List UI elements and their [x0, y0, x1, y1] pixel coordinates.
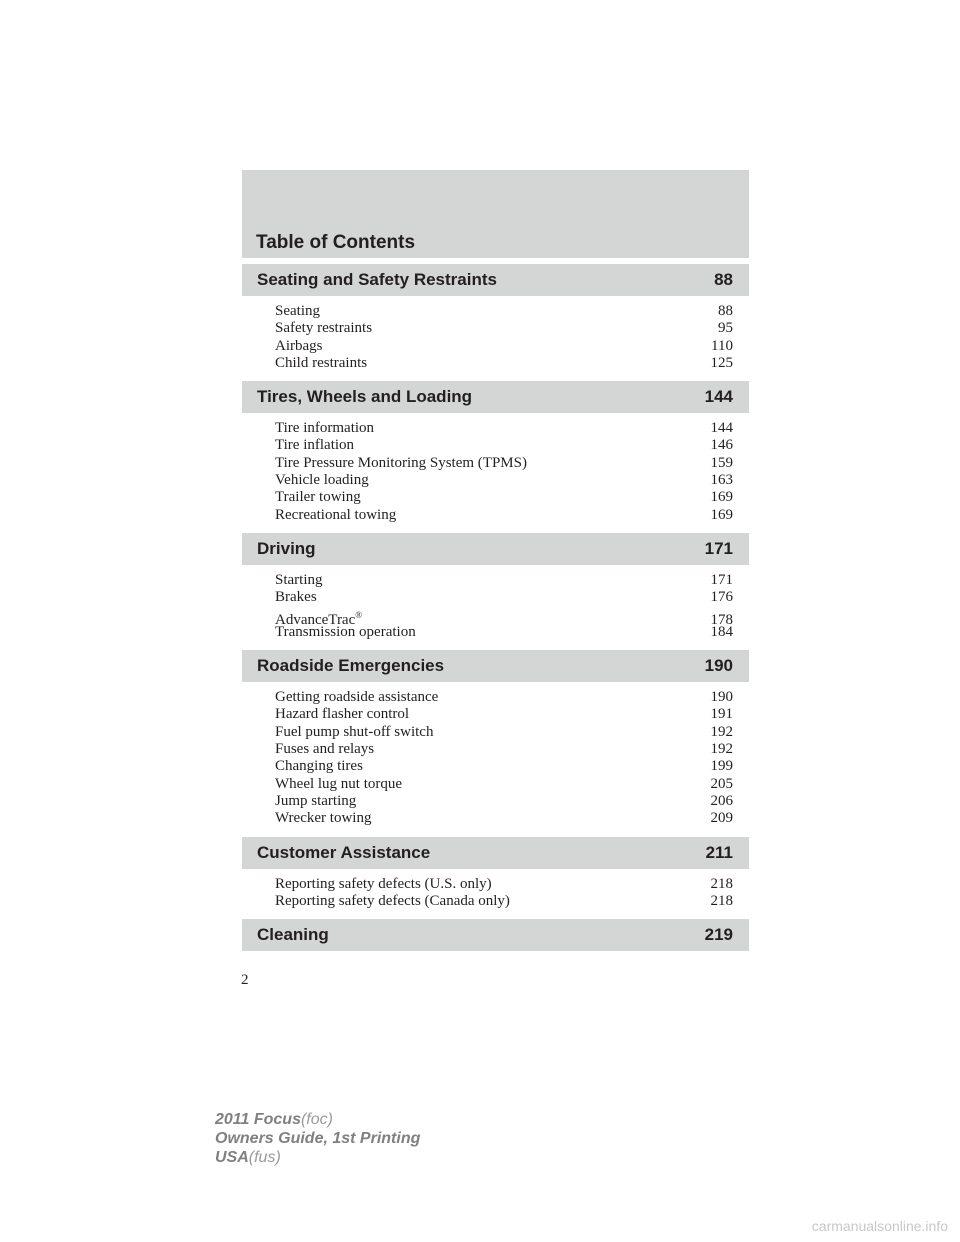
toc-entry-label — [275, 472, 369, 489]
toc-entry-label-text: Vehicle loading — [275, 472, 369, 489]
toc-entry[interactable] — [275, 489, 733, 506]
section-header[interactable] — [242, 919, 749, 951]
toc-entry[interactable] — [275, 741, 733, 758]
toc-entry-label — [275, 810, 371, 827]
toc-entry-label-text: Changing tires — [275, 758, 363, 775]
section-header[interactable] — [242, 837, 749, 869]
section-title: Cleaning — [257, 925, 329, 945]
toc-entry-label — [275, 507, 396, 524]
section-title: Seating and Safety Restraints — [257, 270, 497, 289]
toc-entry-page: 206 — [710, 792, 733, 809]
toc-entry-label-text: Fuses and relays — [275, 741, 375, 758]
toc-entry-page: 209 — [710, 810, 733, 827]
footer-model-code: (foc) — [300, 1111, 333, 1128]
section-items — [242, 413, 749, 533]
toc-entry-label — [275, 320, 372, 337]
toc-entry[interactable] — [275, 876, 733, 893]
toc-entry-label-text: Tire Pressure Monitoring System (TPMS) — [275, 454, 527, 471]
toc-entry-page: 169 — [710, 506, 733, 523]
toc-entry[interactable] — [275, 624, 733, 641]
footer — [215, 1110, 420, 1167]
toc-entry[interactable] — [275, 420, 733, 437]
toc-entry-label — [275, 572, 323, 589]
toc-entry[interactable] — [275, 776, 733, 793]
section-page: 190 — [704, 656, 733, 676]
section-title: Customer Assistance — [257, 842, 431, 862]
page-number: 2 — [241, 972, 249, 988]
section-header[interactable] — [242, 650, 749, 682]
toc-entry-label — [275, 303, 320, 320]
toc-entry-page: 125 — [710, 354, 733, 371]
section-spacer — [242, 951, 749, 960]
toc-entry-page: 178 — [710, 611, 733, 628]
toc-entry-page: 199 — [710, 758, 733, 775]
toc-entry-page: 159 — [710, 454, 733, 471]
toc-entry-label — [275, 589, 317, 606]
toc-entry-label-text: Safety restraints — [275, 320, 373, 337]
toc-entry-label-text: Wrecker towing — [275, 810, 372, 827]
section-page: 211 — [705, 842, 733, 862]
toc-entry-label-text: Reporting safety defects (U.S. only) — [275, 875, 492, 892]
toc-entry-label-text: Tire inflation — [275, 437, 355, 454]
toc-entry-label — [275, 793, 356, 810]
toc-entry-page: 192 — [710, 723, 733, 740]
footer-line-3 — [215, 1148, 420, 1167]
toc-entry-label — [275, 489, 361, 506]
toc-entry-page: 205 — [710, 775, 733, 792]
toc-entry-label — [275, 689, 438, 706]
footer-line-1 — [215, 1110, 420, 1129]
toc-entry-page: 218 — [710, 892, 733, 909]
toc-entry-page: 176 — [710, 589, 733, 606]
toc-entry[interactable] — [275, 507, 733, 524]
toc-entry-label — [275, 355, 367, 372]
section-page: 219 — [704, 925, 733, 945]
toc-entry[interactable] — [275, 589, 733, 606]
toc-entry-label — [275, 758, 363, 775]
toc-entry-label-text: Fuel pump shut-off switch — [275, 723, 434, 740]
toc-entry-label-text: Hazard flasher control — [275, 706, 410, 723]
toc-entry[interactable] — [275, 810, 733, 827]
footer-region: USA — [215, 1149, 249, 1166]
toc-entry-page: 146 — [710, 437, 733, 454]
toc-entry[interactable] — [275, 724, 733, 741]
toc-entry-page: 192 — [710, 741, 733, 758]
toc-entry-label-text: Child restraints — [275, 354, 368, 371]
toc-entry-label — [275, 437, 354, 454]
toc-entry[interactable] — [275, 472, 733, 489]
toc-entry-label-text: Recreational towing — [275, 506, 397, 523]
section-page: 144 — [704, 387, 733, 407]
footer-line-2: Owners Guide, 1st Printing — [215, 1130, 421, 1147]
section-items — [242, 869, 749, 920]
toc-entry-label-text: Tire information — [275, 420, 375, 437]
toc-entry-label-text: Wheel lug nut torque — [275, 775, 403, 792]
toc-header — [242, 170, 749, 258]
toc-entry-label — [275, 741, 374, 758]
toc-entry-page: 184 — [710, 623, 733, 640]
toc-entry[interactable] — [275, 320, 733, 337]
section-title: Tires, Wheels and Loading — [257, 387, 473, 407]
registered-mark: ® — [355, 609, 363, 620]
section-items — [242, 296, 749, 381]
toc-entry-page: 144 — [710, 420, 733, 437]
toc-entry-page: 190 — [710, 689, 733, 706]
toc-entry-page: 169 — [710, 489, 733, 506]
toc-entry[interactable] — [275, 706, 733, 723]
toc-entry-label — [275, 420, 374, 437]
toc-entry-page: 163 — [710, 472, 733, 489]
toc-entry[interactable] — [275, 437, 733, 454]
toc-entry[interactable] — [275, 893, 733, 910]
toc-entry[interactable] — [275, 793, 733, 810]
footer-model: 2011 Focus — [215, 1111, 301, 1128]
section-header[interactable] — [242, 381, 749, 413]
toc-entry-label-text: Transmission operation — [275, 623, 416, 640]
toc-entry-label-text: Getting roadside assistance — [275, 689, 439, 706]
toc-entry-page: 171 — [710, 571, 733, 588]
section-header[interactable] — [242, 264, 749, 296]
toc-entry-page: 88 — [718, 303, 733, 319]
toc-entry-page: 95 — [718, 320, 733, 337]
toc-entry[interactable] — [275, 355, 733, 372]
toc-entry[interactable] — [275, 689, 733, 706]
toc-entry[interactable] — [275, 572, 733, 589]
section-page: 171 — [704, 538, 733, 558]
toc-entry-label-text: Jump starting — [275, 792, 357, 809]
section-page: 88 — [714, 270, 733, 289]
section-title: Driving — [257, 538, 316, 558]
toc-entry-label — [275, 624, 416, 641]
toc-entry[interactable] — [275, 758, 733, 775]
toc-entry-label — [275, 706, 409, 723]
toc-entry-label-text: Airbags — [275, 337, 323, 354]
section-items — [242, 682, 749, 836]
toc-entry-label — [275, 724, 433, 741]
toc-entry-label-text: Trailer towing — [275, 489, 361, 506]
section-title: Roadside Emergencies — [257, 656, 445, 676]
toc-entry-label — [275, 338, 323, 355]
toc-entry-page: 191 — [710, 706, 733, 723]
toc-entry-label-text: Seating — [275, 303, 320, 319]
toc-entry[interactable] — [275, 303, 733, 320]
toc-entry-label — [275, 455, 527, 472]
toc-title: Table of Contents — [256, 232, 416, 253]
toc-entry-label — [275, 876, 492, 893]
toc-entry-label — [275, 893, 510, 910]
toc-entry-label-text: Starting — [275, 571, 323, 588]
section-items — [242, 565, 749, 650]
toc-entry-label-text: Brakes — [275, 589, 317, 606]
toc-entry[interactable] — [275, 455, 733, 472]
toc-entry[interactable] — [275, 338, 733, 355]
toc-entry-page: 218 — [710, 875, 733, 892]
toc-entry-label-text: Reporting safety defects (Canada only) — [275, 892, 510, 909]
watermark: carmanualsonline.info — [811, 1218, 948, 1234]
toc-entry-page: 110 — [711, 337, 733, 354]
toc-body — [242, 264, 749, 960]
toc-entry-label-text: AdvanceTrac — [275, 611, 356, 628]
toc-entry-label — [275, 776, 402, 793]
section-header[interactable] — [242, 533, 749, 565]
toc-entry[interactable] — [275, 607, 733, 628]
footer-region-code: (fus) — [248, 1149, 281, 1166]
